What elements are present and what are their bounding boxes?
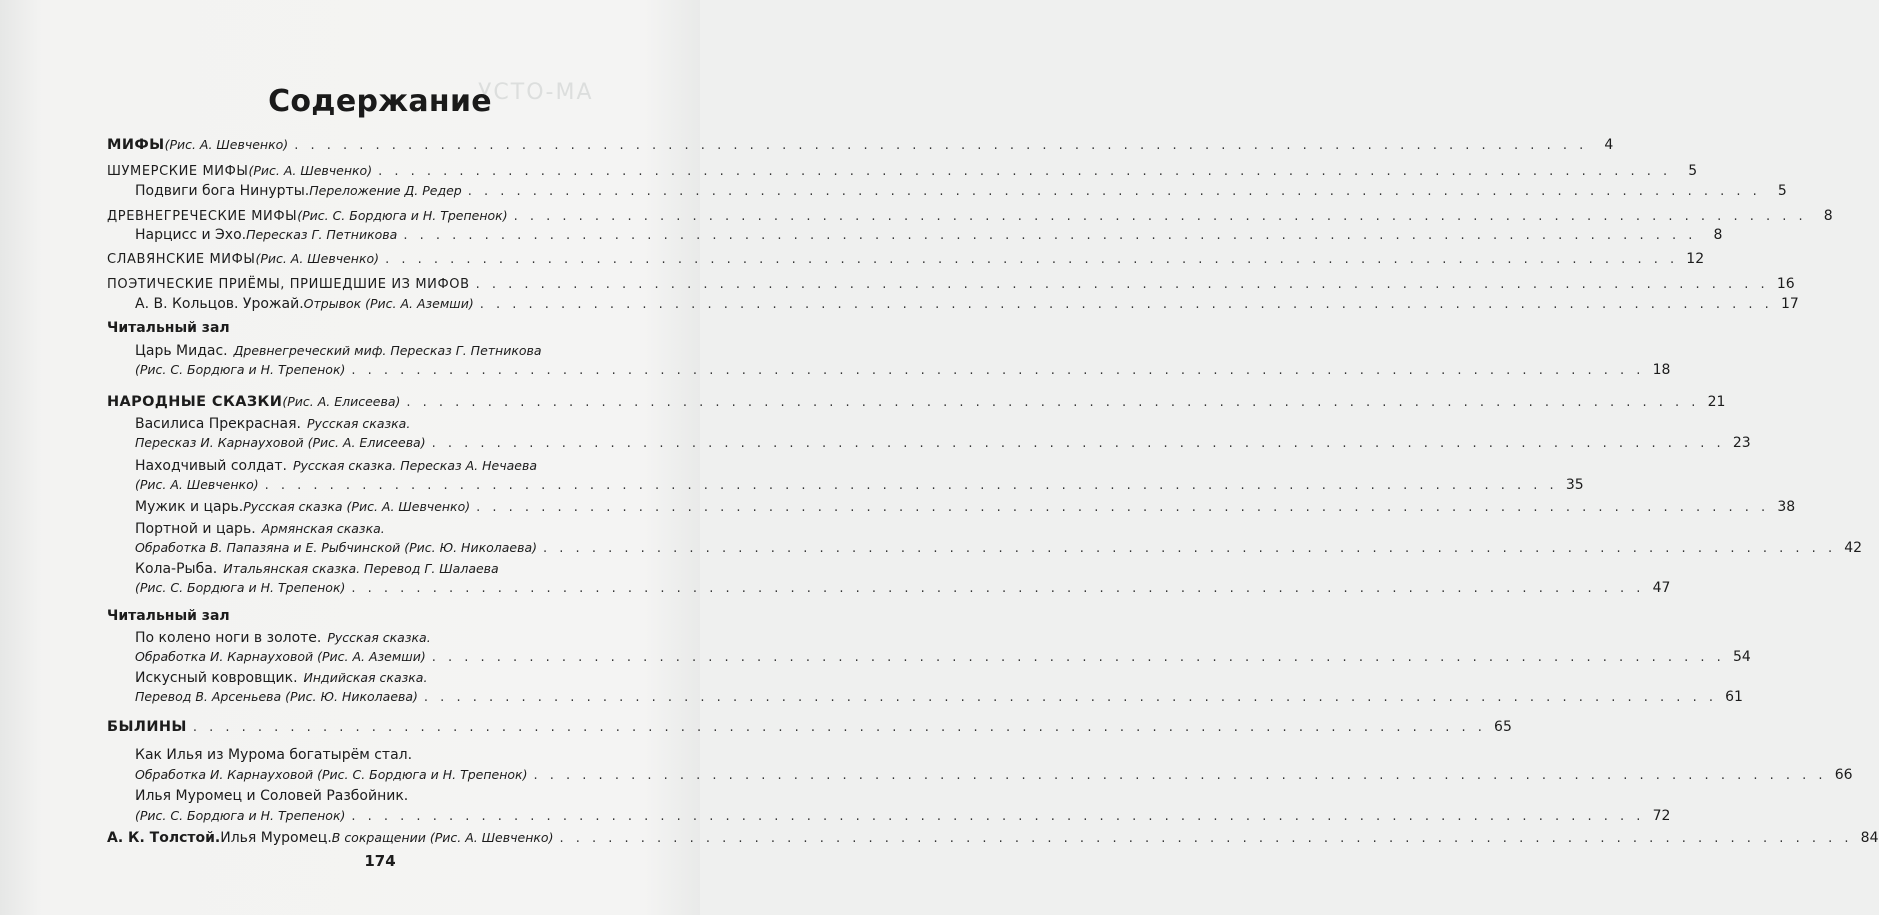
toc-entry-title: А. В. Кольцов. Урожай.	[135, 296, 304, 312]
dot-leader: . . . . . . . . . . . . . . . . . . . . . . . . . . . . . . . . . . . . . . . . . . . . . . . . . . . . . . . . . . . . . . . . . . . . . . . . . . . . . . . .	[475, 277, 1769, 292]
toc-page-number: 21	[1707, 394, 1726, 410]
toc-entry-row	[135, 519, 665, 539]
toc-entry[interactable]	[0, 628, 700, 648]
toc-entry[interactable]	[0, 206, 1833, 226]
toc-entry-row	[135, 745, 665, 765]
dot-leader: . . . . . . . . . . . . . . . . . . . . . . . . . . . . . . . . . . . . . . . . . . . . . . . . . . . . . . . . . . . . . . . . . . . . . . . . . . . . . . . .	[476, 500, 1770, 515]
dot-leader: . . . . . . . . . . . . . . . . . . . . . . . . . . . . . . . . . . . . . . . . . . . . . . . . . . . . . . . . . . . . . . . . . . . . . . . . . . . . . . . .	[406, 395, 1700, 410]
toc-entry[interactable]	[0, 392, 1726, 412]
toc-entry-title: Нарцисс и Эхо.	[135, 227, 247, 243]
toc-entry-title: СЛАВЯНСКИЕ МИФЫ	[107, 252, 256, 267]
toc-entry-title: Илья Муромец.	[220, 830, 332, 846]
toc-entry-row	[107, 392, 1726, 413]
toc-entry-row	[135, 765, 1853, 786]
toc-entry-row	[107, 274, 1795, 295]
toc-entry-credit: (Рис. С. Бордюга и Н. Трепенок)	[135, 362, 346, 377]
dot-leader: . . . . . . . . . . . . . . . . . . . . . . . . . . . . . . . . . . . . . . . . . . . . . . . . . . . . . . . . . . . . . . . . . . . . . . . . . . . . . . . .	[513, 209, 1807, 224]
toc-entry-row	[107, 318, 665, 338]
toc-entry[interactable]	[0, 765, 1853, 785]
toc-entry[interactable]	[0, 497, 1796, 517]
dot-leader: . . . . . . . . . . . . . . . . . . . . . . . . . . . . . . . . . . . . . . . . . . . . . . . . . . . . . . . . . . . . . . . . . . . . . . . . . . . . . . . .	[559, 831, 1853, 846]
toc-entry[interactable]	[0, 578, 1671, 598]
toc-entry-row	[107, 717, 1512, 738]
toc-entry[interactable]	[0, 647, 1751, 667]
toc-entry-credit: Итальянская сказка. Перевод Г. Шалаева	[223, 561, 499, 576]
toc-entry-row	[107, 206, 1833, 227]
dot-leader: . . . . . . . . . . . . . . . . . . . . . . . . . . . . . . . . . . . . . . . . . . . . . . . . . . . . . . . . . . . . . . . . . . . . . . . . . . . . . . . .	[378, 164, 1672, 179]
toc-entry-title: Подвиги бога Нинурты.	[135, 183, 310, 199]
toc-entry-title: ПОЭТИЧЕСКИЕ ПРИЁМЫ, ПРИШЕДШИЕ ИЗ МИФОВ	[107, 277, 470, 292]
toc-entry[interactable]	[0, 433, 1751, 453]
toc-entry-row	[135, 628, 665, 648]
toc-entry-row	[107, 135, 1614, 156]
toc-page-number: 16	[1776, 276, 1795, 292]
toc-entry-row	[135, 475, 1584, 496]
toc-entry-title: Василиса Прекрасная.	[135, 416, 302, 432]
toc-entry-row	[107, 828, 1879, 849]
toc-entry-row	[135, 414, 665, 434]
toc-entry-row	[135, 668, 665, 688]
toc-entry-title: Читальный зал	[107, 608, 230, 624]
toc-entry-row	[135, 341, 665, 361]
toc-entry-row	[135, 294, 1799, 315]
toc-entry-title: НАРОДНЫЕ СКАЗКИ	[107, 394, 283, 410]
toc-entry-row	[135, 181, 1787, 202]
toc-page-number: 65	[1494, 719, 1512, 735]
toc-entry-row	[135, 578, 1671, 599]
toc-entry-row	[135, 497, 1796, 518]
dot-leader: . . . . . . . . . . . . . . . . . . . . . . . . . . . . . . . . . . . . . . . . . . . . . . . . . . . . . . . . . . . . . . . . . . . . . . . . . . . . . . . .	[351, 809, 1645, 824]
toc-entry-credit: Обработка И. Карнауховой (Рис. А. Аземши)	[135, 649, 426, 664]
toc-entry-row	[135, 360, 1671, 381]
bleed-through-text: УСТО-МА	[478, 80, 594, 105]
toc-entry-row	[135, 433, 1751, 454]
toc-entry-title: Портной и царь.	[135, 521, 256, 537]
toc-page-number: 4	[1604, 137, 1614, 153]
toc-entry-row	[135, 559, 665, 579]
toc-entry-credit: Отрывок (Рис. А. Аземши)	[303, 296, 474, 311]
toc-entry[interactable]	[0, 274, 1795, 294]
toc-entry-row	[135, 538, 1863, 559]
dot-leader: . . . . . . . . . . . . . . . . . . . . . . . . . . . . . . . . . . . . . . . . . . . . . . . . . . . . . . . . . . . . . . . . . . . . . . . . . . . . . . . .	[264, 478, 1558, 493]
dot-leader: . . . . . . . . . . . . . . . . . . . . . . . . . . . . . . . . . . . . . . . . . . . . . . . . . . . . . . . . . . . . . . . . . . . . . . . . . . . . . . . .	[533, 768, 1827, 783]
toc-entry-row	[107, 161, 1698, 182]
page-number: 174	[364, 852, 396, 870]
toc-entry-credit: (Рис. А. Шевченко)	[248, 163, 373, 178]
toc-page-number: 66	[1834, 767, 1853, 783]
toc-entry-credit: Обработка И. Карнауховой (Рис. С. Бордюга и Н. Трепенок)	[135, 767, 528, 782]
toc-page-number: 61	[1725, 689, 1743, 705]
dot-leader: . . . . . . . . . . . . . . . . . . . . . . . . . . . . . . . . . . . . . . . . . . . . . . . . . . . . . . . . . . . . . . . . . . . . . . . . . . . . . . . .	[431, 650, 1725, 665]
toc-entry[interactable]	[0, 687, 1743, 707]
dot-leader: . . . . . . . . . . . . . . . . . . . . . . . . . . . . . . . . . . . . . . . . . . . . . . . . . . . . . . . . . . . . . . . . . . . . . . . . . . . . . . . .	[385, 252, 1679, 267]
toc-entry-title: МИФЫ	[107, 137, 165, 153]
dot-leader: . . . . . . . . . . . . . . . . . . . . . . . . . . . . . . . . . . . . . . . . . . . . . . . . . . . . . . . . . . . . . . . . . . . . . . . . . . . . . . . .	[431, 436, 1725, 451]
page-title: Содержание	[268, 84, 492, 119]
toc-page-number: 5	[1688, 163, 1698, 179]
toc-entry-row	[107, 606, 665, 626]
toc-entry-title: Читальный зал	[107, 320, 230, 336]
toc-entry-row	[107, 249, 1705, 270]
toc-entry-title: БЫЛИНЫ	[107, 719, 187, 735]
toc-entry-row	[135, 225, 1723, 246]
toc-entry-title: Искусный ковровщик.	[135, 670, 298, 686]
dot-leader: . . . . . . . . . . . . . . . . . . . . . . . . . . . . . . . . . . . . . . . . . . . . . . . . . . . . . . . . . . . . . . . . . . . . . . . . . . . . . . . .	[423, 690, 1717, 705]
toc-entry-credit: Индийская сказка.	[303, 670, 428, 685]
toc-entry-credit: (Рис. А. Шевченко)	[164, 137, 289, 152]
toc-entry-credit: (Рис. С. Бордюга и Н. Трепенок)	[135, 580, 346, 595]
toc-entry[interactable]	[0, 456, 700, 476]
toc-entry-credit: (Рис. С. Бордюга и Н. Трепенок)	[135, 808, 346, 823]
dot-leader: . . . . . . . . . . . . . . . . . . . . . . . . . . . . . . . . . . . . . . . . . . . . . . . . . . . . . . . . . . . . . . . . . . . . . . . . . . . . . . . .	[403, 228, 1697, 243]
toc-entry[interactable]	[0, 668, 700, 688]
toc-entry-title: Мужик и царь.	[135, 499, 244, 515]
toc-page-number: 72	[1652, 808, 1671, 824]
toc-page-number: 8	[1823, 208, 1833, 224]
dot-leader: . . . . . . . . . . . . . . . . . . . . . . . . . . . . . . . . . . . . . . . . . . . . . . . . . . . . . . . . . . . . . . . . . . . . . . . . . . . . . . . .	[351, 363, 1645, 378]
toc-page-number: 42	[1844, 540, 1863, 556]
toc-entry[interactable]	[0, 828, 1879, 848]
toc-entry[interactable]	[0, 294, 1799, 314]
toc-page-number: 38	[1777, 499, 1796, 515]
toc-entry-credit: Пересказ И. Карнауховой (Рис. А. Елисеева)	[135, 435, 426, 450]
toc-entry[interactable]	[0, 786, 700, 806]
toc-entry-title: Илья Муромец и Соловей Разбойник.	[135, 788, 409, 804]
toc-page-number: 5	[1777, 183, 1787, 199]
toc-entry[interactable]	[0, 318, 700, 338]
toc-entry-title: Как Илья из Мурома богатырём стал.	[135, 747, 413, 763]
toc-page-number: 8	[1713, 227, 1723, 243]
toc-entry-row	[135, 806, 1671, 827]
toc-page-number: 35	[1565, 477, 1584, 493]
toc-entry[interactable]	[0, 538, 1863, 558]
dot-leader: . . . . . . . . . . . . . . . . . . . . . . . . . . . . . . . . . . . . . . . . . . . . . . . . . . . . . . . . . . . . . . . . . . . . . . . . . . . . . . . .	[543, 541, 1837, 556]
toc-entry-credit: Древнегреческий миф. Пересказ Г. Петникова	[233, 343, 542, 358]
toc-entry[interactable]	[0, 806, 1671, 826]
toc-entry-title: Кола-Рыба.	[135, 561, 218, 577]
dot-leader: . . . . . . . . . . . . . . . . . . . . . . . . . . . . . . . . . . . . . . . . . . . . . . . . . . . . . . . . . . . . . . . . . . . . . . . . . . . . . . . .	[294, 138, 1588, 153]
toc-entry-credit: Русская сказка.	[327, 630, 431, 645]
toc-entry[interactable]	[0, 181, 1787, 201]
toc-entry[interactable]	[0, 225, 1723, 245]
dot-leader: . . . . . . . . . . . . . . . . . . . . . . . . . . . . . . . . . . . . . . . . . . . . . . . . . . . . . . . . . . . . . . . . . . . . . . . . . . . . . . . .	[467, 184, 1761, 199]
toc-entry[interactable]	[0, 717, 1512, 737]
toc-entry-credit: Армянская сказка.	[261, 521, 385, 536]
toc-entry[interactable]	[0, 606, 700, 626]
toc-entry-credit: (Рис. С. Бордюга и Н. Трепенок)	[297, 208, 508, 223]
toc-page-number: 84	[1860, 830, 1879, 846]
toc-entry[interactable]	[0, 249, 1705, 269]
toc-entry-title: По колено ноги в золоте.	[135, 630, 322, 646]
toc-entry[interactable]	[0, 559, 700, 579]
toc-entry-credit: Русская сказка (Рис. А. Шевченко)	[243, 499, 471, 514]
toc-entry[interactable]	[0, 135, 1614, 155]
toc-entry[interactable]	[0, 341, 700, 361]
toc-entry-credit: Русская сказка. Пересказ А. Нечаева	[292, 458, 537, 473]
toc-entry-title: ДРЕВНЕГРЕЧЕСКИЕ МИФЫ	[107, 209, 298, 224]
toc-entry-row	[135, 786, 665, 806]
toc-entry-row	[135, 687, 1743, 708]
toc-entry-credit: (Рис. А. Шевченко)	[255, 251, 380, 266]
toc-entry-title: Находчивый солдат.	[135, 458, 287, 474]
toc-entry-title: Царь Мидас.	[135, 343, 228, 359]
dot-leader: . . . . . . . . . . . . . . . . . . . . . . . . . . . . . . . . . . . . . . . . . . . . . . . . . . . . . . . . . . . . . . . . . . . . . . . . . . . . . . . .	[192, 720, 1486, 735]
toc-entry-credit: Переложение Д. Редер	[309, 183, 462, 198]
toc-entry[interactable]	[0, 475, 1584, 495]
toc-page-number: 12	[1686, 251, 1705, 267]
toc-entry-row	[135, 647, 1751, 668]
toc-page-number: 23	[1732, 435, 1751, 451]
dot-leader: . . . . . . . . . . . . . . . . . . . . . . . . . . . . . . . . . . . . . . . . . . . . . . . . . . . . . . . . . . . . . . . . . . . . . . . . . . . . . . . .	[351, 581, 1645, 596]
toc-page-number: 47	[1652, 580, 1671, 596]
toc-page-number: 17	[1780, 296, 1799, 312]
toc-entry[interactable]	[0, 414, 700, 434]
toc-entry-credit: Перевод В. Арсеньева (Рис. Ю. Николаева)	[135, 689, 418, 704]
toc-entry-credit: (Рис. А. Шевченко)	[135, 477, 259, 492]
toc-page-number: 54	[1732, 649, 1751, 665]
toc-entry[interactable]	[0, 519, 700, 539]
toc-entry-credit: Пересказ Г. Петникова	[246, 227, 398, 242]
toc-entry-row	[135, 456, 665, 476]
toc-entry-credit: (Рис. А. Елисеева)	[282, 394, 401, 409]
toc-entry-credit: Обработка В. Папазяна и Е. Рыбчинской (Рис. Ю. Николаева)	[135, 540, 538, 555]
toc-entry-title: ШУМЕРСКИЕ МИФЫ	[107, 164, 249, 179]
toc-entry[interactable]	[0, 161, 1698, 181]
toc-entry-title: А. К. Толстой.	[107, 830, 221, 846]
toc-entry-credit: В сокращении (Рис. А. Шевченко)	[331, 830, 554, 845]
toc-entry[interactable]	[0, 745, 700, 765]
dot-leader: . . . . . . . . . . . . . . . . . . . . . . . . . . . . . . . . . . . . . . . . . . . . . . . . . . . . . . . . . . . . . . . . . . . . . . . . . . . . . . . .	[479, 297, 1773, 312]
toc-entry-credit: Русская сказка.	[307, 416, 411, 431]
toc-entry[interactable]	[0, 360, 1671, 380]
toc-page-number: 18	[1652, 362, 1671, 378]
